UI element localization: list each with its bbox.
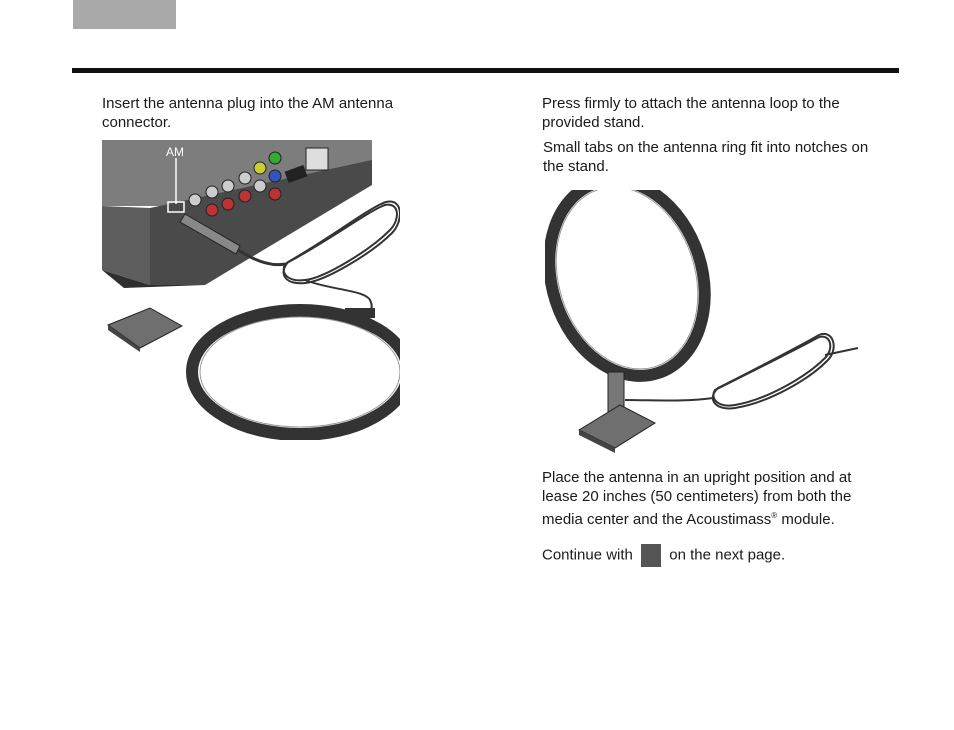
continue-text: Continue with xyxy=(542,546,633,564)
right-note: Small tabs on the antenna ring fit into notches on the stand. xyxy=(543,139,869,175)
left-instruction: Insert the antenna plug into the AM antenna connector. xyxy=(102,95,394,131)
right-instruction: Press firmly to attach the antenna loop to the provided stand. xyxy=(542,95,840,131)
next-step-icon xyxy=(641,544,661,567)
continue-line xyxy=(542,544,882,567)
placement-instruction xyxy=(542,468,882,529)
antenna-stand-illustration xyxy=(545,190,865,455)
registered-mark: ® xyxy=(771,511,778,520)
placement-text-end: module. xyxy=(777,511,835,528)
placement-text: Place the antenna in an upright position and at lease 20 inches (50 centimeters) from both the media center and the Acoustimass xyxy=(542,469,852,528)
continue-text-end: on the next page. xyxy=(669,546,786,564)
am-callout: AM xyxy=(166,145,184,159)
am-connection-illustration xyxy=(100,140,400,440)
header-tab xyxy=(73,0,176,29)
header-rule xyxy=(72,68,899,73)
